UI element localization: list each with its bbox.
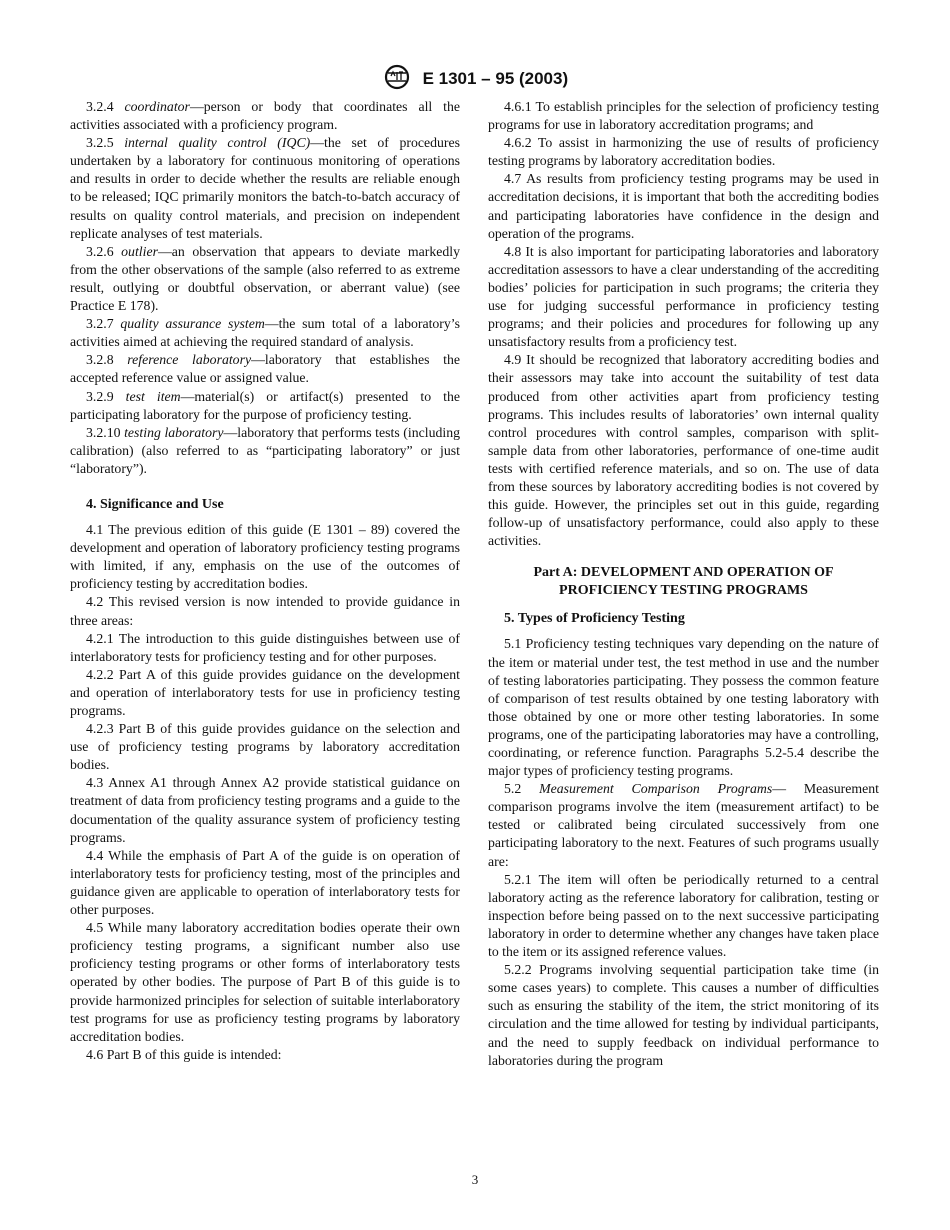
- paragraph-5-2-1: 5.2.1 The item will often be periodically returned to a central laboratory acting as the reference laboratory for calibration, testing or inspection before being passed on to the next successive participating laboratory in order to determine whether any changes have taken place to the item or its assigned reference values.: [488, 871, 879, 960]
- paragraph-4-6-2: 4.6.2 To assist in harmonizing the use of results of proficiency testing programs by laboratory accreditation bodies.: [488, 135, 879, 169]
- paragraph-4-2-1: 4.2.1 The introduction to this guide distinguishes between use of interlaboratory tests for proficiency testing and for other purposes.: [70, 630, 460, 664]
- section-4-heading: 4. Significance and Use: [86, 496, 224, 512]
- paragraph-5-1: 5.1 Proficiency testing techniques vary depending on the nature of the item or material under test, the test method in use and the number of testing laboratories participating. They possess the common feature of comparison of test results obtained by one testing laboratory with those obtained by one or more other testing laboratories. In some programs, one of the participating laboratories may have a controlling, coordinating, or reference function. Paragraphs 5.2-5.4 describe the major types of proficiency testing programs.: [488, 636, 879, 779]
- paragraph-3-2-4: 3.2.4 coordinator—person or body that coordinates all the activities associated with a proficiency program.: [70, 99, 461, 133]
- paragraph-4-2-3: 4.2.3 Part B of this guide provides guidance on the selection and use of proficiency testing programs by laboratory accreditation bodies.: [70, 721, 460, 773]
- page-header: [0, 64, 950, 90]
- paragraph-3-2-9: 3.2.9 test item—material(s) or artifact(s) presented to the participating laboratory for the purpose of proficiency testing.: [70, 388, 460, 422]
- paragraph-4-2: 4.2 This revised version is now intended to provide guidance in three areas:: [70, 594, 460, 628]
- paragraph-3-2-8: 3.2.8 reference laboratory—laboratory that establishes the accepted reference value or assigned value.: [70, 352, 460, 386]
- paragraph-5-2: 5.2 Measurement Comparison Programs— Measurement comparison programs involve the item (measurement artifact) to be tested or calibrated being circulated successively from one participating laboratory to the next. Features of such programs usually are:: [488, 781, 879, 869]
- paragraph-4-6-1: 4.6.1 To establish principles for the selection of proficiency testing programs for use in laboratory accreditation programs; and: [488, 99, 879, 133]
- paragraph-4-5: 4.5 While many laboratory accreditation bodies operate their own proficiency testing programs, a significant number also use proficiency testing programs or other forms of interlaboratory tests operated by other bodies. The purpose of Part B of this guide is to provide harmonized principles for selection of suitable interlaboratory test programs for use as proficiency testing programs by laboratory accreditation bodies.: [70, 920, 460, 1044]
- paragraph-4-3: 4.3 Annex A1 through Annex A2 provide statistical guidance on treatment of data from proficiency testing programs and a guide to the documentation of the quality assurance system of proficiency testing programs.: [70, 775, 460, 845]
- paragraph-4-1: 4.1 The previous edition of this guide (E 1301 – 89) covered the development and operation of laboratory proficiency testing programs with limited, if any, emphasis on the use of the outcomes of proficiency testing by accreditation bodies.: [70, 522, 460, 592]
- paragraph-3-2-6: 3.2.6 outlier—an observation that appears to deviate markedly from the other observations of the sample (also referred to as extreme result, outlying or doubtful observation, or aberrant value) (see Practice E 178).: [70, 243, 460, 314]
- paragraph-3-2-7: 3.2.7 quality assurance system—the sum total of a laboratory’s activities aimed at achieving the required standard of analysis.: [70, 316, 461, 350]
- section-5-heading: 5. Types of Proficiency Testing: [504, 611, 685, 627]
- right-column: [488, 98, 879, 1070]
- page-number: 3: [471, 1172, 479, 1187]
- paragraph-4-2-2: 4.2.2 Part A of this guide provides guidance on the development and operation of interlaboratory tests for use in proficiency testing programs.: [70, 666, 460, 718]
- paragraph-5-2-2: 5.2.2 Programs involving sequential participation take time (in some cases years) to complete. This causes a number of difficulties such as ensuring the stability of the item, the strict monitoring of its circulation and the time allowed for testing by individual participants, and the need to supply feedback on individual performance to laboratories during the program: [488, 962, 879, 1068]
- paragraph-4-9: 4.9 It should be recognized that laboratory accrediting bodies and their assessors may take into account the suitability of test data produced from other activities apart from proficiency testing programs. This includes results of laboratories’ own internal quality control procedures with control samples, comparison with split-sample data from other laboratories, performance of one-time audit tests with certified reference materials, and so on. The use of data from these sources by laboratory accrediting bodies is not covered by this guide. However, the principles set out in this guide, regarding follow-up of unsatisfactory performance, could also apply to these activities.: [488, 352, 879, 549]
- paragraph-4-7: 4.7 As results from proficiency testing programs may be used in accreditation decisions, it is important that both the accrediting bodies and participating laboratories have confidence in the design and operation of the programs.: [488, 171, 879, 241]
- left-column: [70, 98, 460, 1064]
- paragraph-4-6: 4.6 Part B of this guide is intended:: [86, 1046, 282, 1062]
- paragraph-4-4: 4.4 While the emphasis of Part A of the guide is on operation of interlaboratory tests for proficiency testing, most of the principles and guidance given are applicable to operation of interlaboratory tests for other purposes.: [70, 847, 460, 918]
- astm-logo-icon: [382, 64, 412, 90]
- part-a-heading: Part A: DEVELOPMENT AND OPERATION OF PROFICIENCY TESTING PROGRAMS: [533, 565, 834, 599]
- paragraph-3-2-10: 3.2.10 testing laboratory—laboratory that performs tests (including calibration) (also referred to as “participating laboratory” or just “laboratory”).: [70, 424, 460, 476]
- document-designation: E 1301 – 95 (2003): [422, 69, 569, 88]
- paragraph-4-8: 4.8 It is also important for participating laboratories and laboratory accreditation assessors to have a clear understanding of the accrediting bodies’ policies for participation in such programs; the criteria they use for judging successful performance in proficiency testing programs; and their policies and procedures for following up any unsatisfactory results from a proficiency test.: [488, 243, 879, 350]
- paragraph-3-2-5: 3.2.5 internal quality control (IQC)—the set of procedures undertaken by a laboratory for continuous monitoring of operations and results in order to decide whether the results are reliable enough to be released; IQC primarily monitors the batch-to-batch accuracy of results on quality control materials, and precision on independent replicate analyses of test materials.: [70, 135, 461, 241]
